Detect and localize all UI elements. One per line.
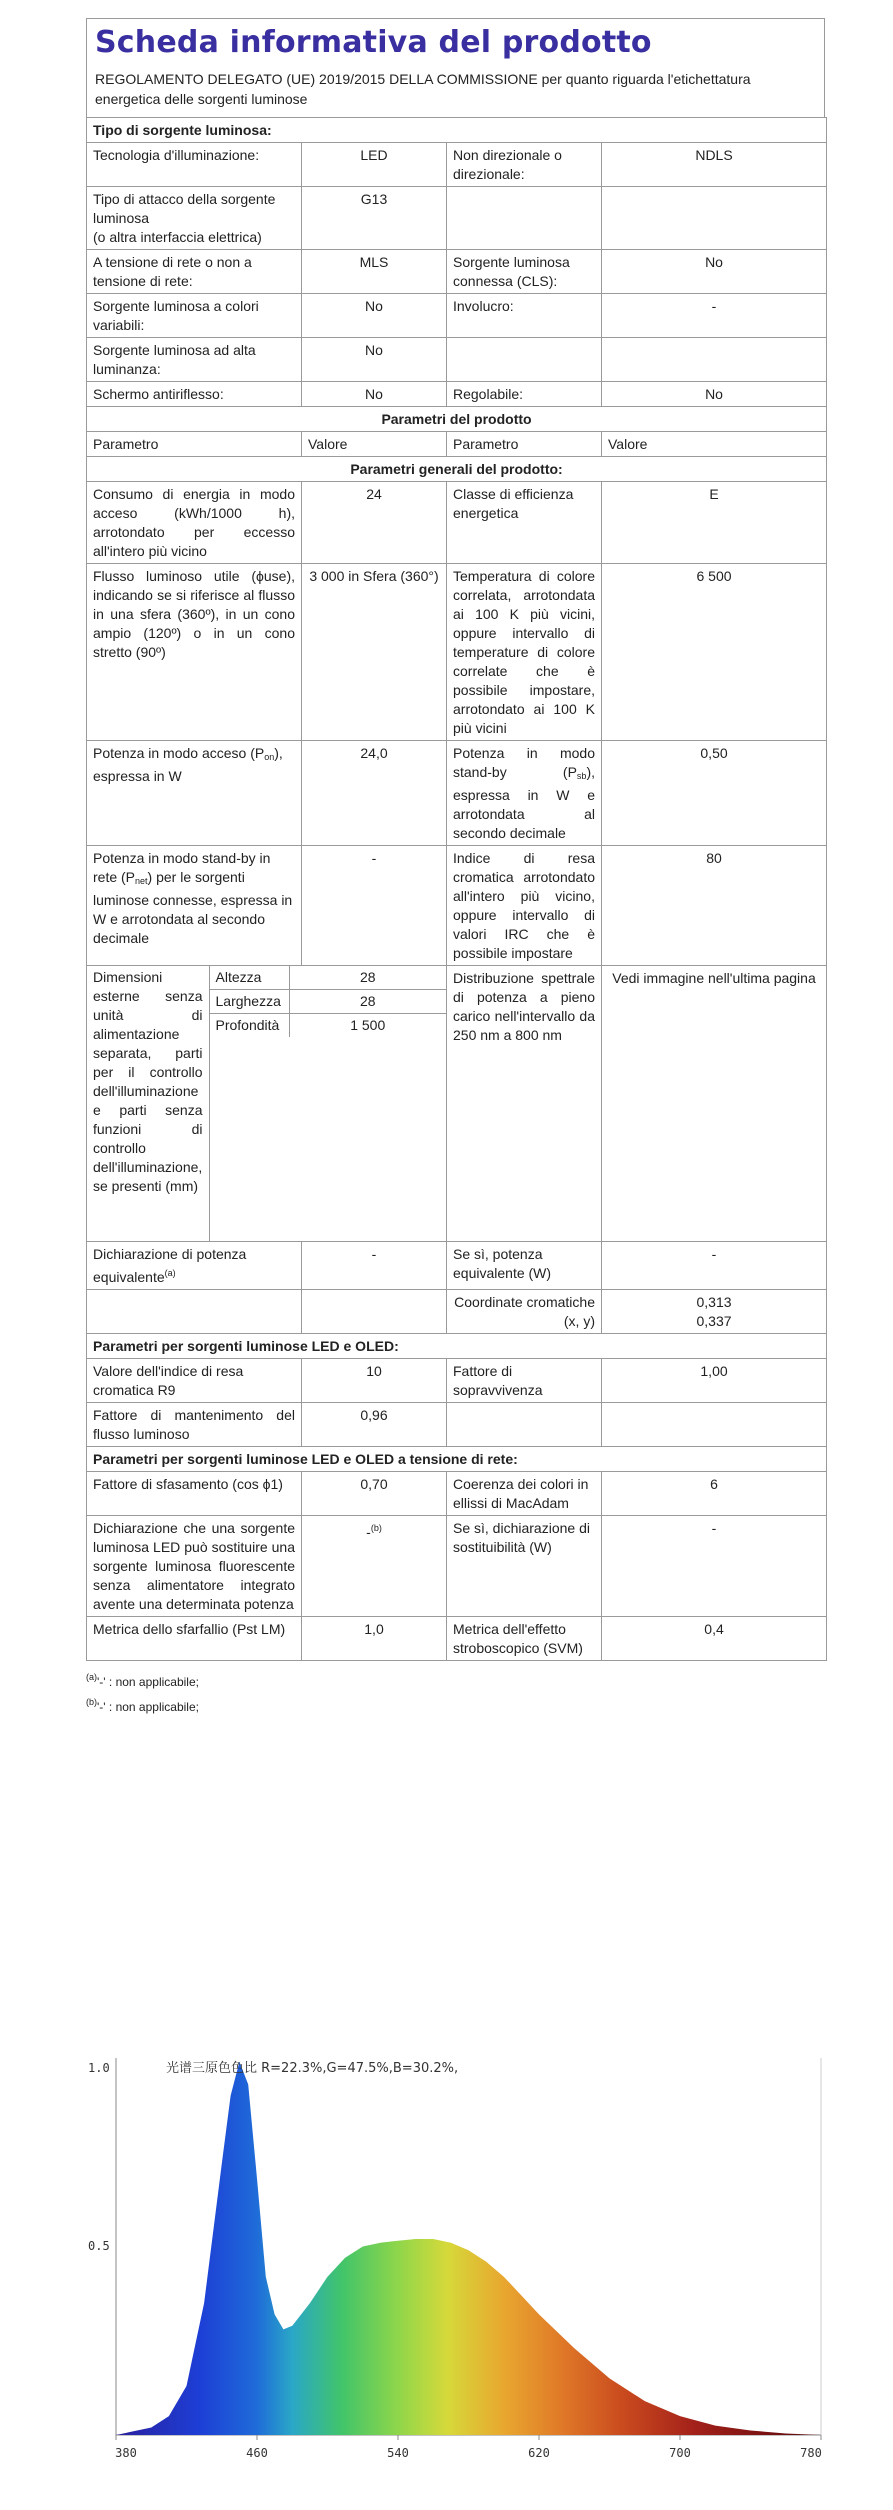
- label-text: Potenza in modo stand-by in rete (P: [93, 850, 271, 885]
- cell-value: No: [602, 382, 827, 407]
- cell-label: Temperatura di colore correlata, arrotondata ai 100 K più vicini, oppure intervallo di temperature di colore correlate che è possibile impostare, arrotondato ai 100 K più vicini: [447, 564, 602, 741]
- dimension-value: 28: [289, 966, 446, 990]
- cell-value: [302, 1516, 447, 1617]
- dimension-name: Larghezza: [209, 990, 289, 1014]
- footnote-text: '-' : non applicabile;: [97, 1700, 199, 1714]
- cell-label: Sorgente luminosa connessa (CLS):: [447, 250, 602, 294]
- table-row: [87, 846, 827, 966]
- cell-label: [87, 846, 302, 966]
- dimensions-table: [87, 966, 446, 1241]
- cell-value: 80: [602, 846, 827, 966]
- cell-label: Distribuzione spettrale di potenza a pieno carico nell'intervallo da 250 nm a 800 nm: [447, 966, 602, 1242]
- y-tick-label: 1.0: [88, 2061, 110, 2075]
- footnote-mark: (b): [370, 1523, 382, 1533]
- cell-label: Metrica dell'effetto stroboscopico (SVM): [447, 1617, 602, 1661]
- cell-label: Schermo antiriflesso:: [87, 382, 302, 407]
- table-row: [87, 1290, 827, 1334]
- cell-value: No: [302, 338, 447, 382]
- x-ticks: [115, 2435, 822, 2460]
- page-title: Scheda informativa del prodotto: [95, 25, 652, 60]
- x-tick-label: 700: [669, 2446, 691, 2460]
- cell-label: [447, 741, 602, 846]
- cell-empty: [447, 1403, 602, 1447]
- section-heading-mains: Parametri per sorgenti luminose LED e OLED a tensione di rete:: [87, 1447, 827, 1472]
- label-text: ), espressa in W: [93, 745, 283, 784]
- column-header: Parametro: [87, 432, 302, 457]
- product-table: [86, 117, 827, 1661]
- column-header: Valore: [602, 432, 827, 457]
- table-row: [87, 1403, 827, 1447]
- cell-value: NDLS: [602, 143, 827, 187]
- x-tick-label: 380: [115, 2446, 137, 2460]
- dimensions-label: Dimensioni esterne senza unità di alimentazione separata, parti per il controllo dell'illuminazione e parti senza funzioni di controllo dell'illuminazione, se presenti (mm): [87, 966, 209, 1241]
- x-tick-label: 780: [800, 2446, 822, 2460]
- cell-label: [87, 741, 302, 846]
- cell-label: Classe di efficienza energetica: [447, 482, 602, 564]
- cell-value: -: [602, 1516, 827, 1617]
- cell-value: [602, 1290, 827, 1334]
- cell-value: 0,96: [302, 1403, 447, 1447]
- cell-value: 1,00: [602, 1359, 827, 1403]
- cell-label: Flusso luminoso utile (ϕuse), indicando se si riferisce al flusso in una sfera (360º), in un cono ampio (120º) o in un cono stretto (90º): [87, 564, 302, 741]
- label-text: Dichiarazione di potenza equivalente: [93, 1246, 247, 1285]
- column-header: Valore: [302, 432, 447, 457]
- section-heading-general: Parametri generali del prodotto:: [87, 457, 827, 482]
- dimension-name: Profondità: [209, 1014, 289, 1038]
- sheet-header: [86, 18, 825, 117]
- spectrum-chart: [86, 2030, 826, 2490]
- cell-label: Regolabile:: [447, 382, 602, 407]
- cell-value: -: [602, 1242, 827, 1290]
- label-text: Potenza in modo acceso (P: [93, 745, 265, 761]
- footnote-mark: (b): [86, 1697, 97, 1707]
- cell-value: No: [302, 382, 447, 407]
- table-row: [87, 250, 827, 294]
- cell-label: Sorgente luminosa a colori variabili:: [87, 294, 302, 338]
- cell-value: No: [602, 250, 827, 294]
- table-row: [87, 966, 827, 1242]
- cell-value: MLS: [302, 250, 447, 294]
- table-row: [87, 1242, 827, 1290]
- subscript: net: [135, 876, 148, 886]
- cell-value: -: [302, 1242, 447, 1290]
- cell-label: Metrica dello sfarfallio (Pst LM): [87, 1617, 302, 1661]
- table-row: [87, 1472, 827, 1516]
- cell-label: Valore dell'indice di resa cromatica R9: [87, 1359, 302, 1403]
- table-row: [87, 143, 827, 187]
- label-text: ) per le sorgenti luminose connesse, espressa in W e arrotondata al secondo decimale: [93, 869, 293, 946]
- subscript: on: [264, 752, 275, 762]
- cell-label: Dichiarazione che una sorgente luminosa LED può sostituire una sorgente luminosa fluorescente senza alimentatore integrato avente una determinata potenza: [87, 1516, 302, 1617]
- cell-label: Coordinate cromatiche (x, y): [447, 1290, 602, 1334]
- table-row: [87, 482, 827, 564]
- cell-label: Fattore di sopravvivenza: [447, 1359, 602, 1403]
- cell-label: Fattore di mantenimento del flusso luminoso: [87, 1403, 302, 1447]
- cell-value: 10: [302, 1359, 447, 1403]
- cell-label: A tensione di rete o non a tensione di rete:: [87, 250, 302, 294]
- table-row: [87, 1516, 827, 1617]
- cell-value: LED: [302, 143, 447, 187]
- cell-empty: [87, 1290, 302, 1334]
- cell-value: 1,0: [302, 1617, 447, 1661]
- cell-label: [87, 187, 302, 250]
- cap-type-label: Tipo di attacco della sorgente luminosa: [93, 191, 276, 226]
- cell-empty: [447, 338, 602, 382]
- footnote: [86, 1667, 825, 1692]
- spectrum-svg: [86, 2030, 826, 2490]
- cell-value: 0,4: [602, 1617, 827, 1661]
- cell-empty: [302, 1290, 447, 1334]
- label-text: ), espressa in W e arrotondata al secondo decimale: [453, 764, 595, 841]
- cell-empty: [602, 1403, 827, 1447]
- x-tick-label: 460: [246, 2446, 268, 2460]
- table-row: [87, 741, 827, 846]
- cell-value: 24: [302, 482, 447, 564]
- cell-empty: [602, 338, 827, 382]
- cell-value: 6 500: [602, 564, 827, 741]
- footnote: [86, 1692, 825, 1717]
- table-row: [87, 564, 827, 741]
- table-row: [87, 1359, 827, 1403]
- cell-label: Indice di resa cromatica arrotondato all'intero più vicino, oppure intervallo di valori IRC che è possibile impostare: [447, 846, 602, 966]
- table-row: [87, 187, 827, 250]
- chroma-y: 0,337: [696, 1313, 732, 1329]
- cell-label: Coerenza dei colori in ellissi di MacAdam: [447, 1472, 602, 1516]
- cell-value: 0,70: [302, 1472, 447, 1516]
- cap-type-note: (o altra interfaccia elettrica): [93, 229, 262, 245]
- section-heading-led: Parametri per sorgenti luminose LED e OLED:: [87, 1334, 827, 1359]
- cell-label: [87, 1242, 302, 1290]
- subscript: sb: [576, 771, 587, 781]
- cell-label: Se sì, potenza equivalente (W): [447, 1242, 602, 1290]
- cell-label: Involucro:: [447, 294, 602, 338]
- table-row: [87, 338, 827, 382]
- cell-value: 3 000 in Sfera (360°): [302, 564, 447, 741]
- cell-value: G13: [302, 187, 447, 250]
- y-tick-label: 0.5: [88, 2239, 110, 2253]
- dimensions-spacer: [209, 1037, 446, 1241]
- dimension-value: 1 500: [289, 1014, 446, 1038]
- product-sheet: [86, 18, 825, 1717]
- footnote-text: '-' : non applicabile;: [97, 1675, 199, 1689]
- footnote-mark: (a): [164, 1268, 176, 1278]
- x-tick-label: 540: [387, 2446, 409, 2460]
- footnotes: [86, 1667, 825, 1717]
- table-row: [87, 382, 827, 407]
- table-header-row: [87, 432, 827, 457]
- cell-empty: [447, 187, 602, 250]
- cell-label: Se sì, dichiarazione di sostituibilità (W): [447, 1516, 602, 1617]
- cell-value: No: [302, 294, 447, 338]
- cell-empty: [602, 187, 827, 250]
- cell-label: Fattore di sfasamento (cos ϕ1): [87, 1472, 302, 1516]
- cell-label: Consumo di energia in modo acceso (kWh/1000 h), arrotondato per eccesso all'intero più vicino: [87, 482, 302, 564]
- column-header: Parametro: [447, 432, 602, 457]
- footnote-mark: (a): [86, 1672, 97, 1682]
- table-row: [87, 1617, 827, 1661]
- regulation-text: REGOLAMENTO DELEGATO (UE) 2019/2015 DELLA COMMISSIONE per quanto riguarda l'etichettatura energetica delle sorgenti luminose: [95, 71, 751, 107]
- cell-value: -: [602, 294, 827, 338]
- table-row: [87, 294, 827, 338]
- cell-value: E: [602, 482, 827, 564]
- dimension-value: 28: [289, 990, 446, 1014]
- cell-label: Non direzionale o direzionale:: [447, 143, 602, 187]
- cell-value: 6: [602, 1472, 827, 1516]
- x-tick-label: 620: [528, 2446, 550, 2460]
- cell-value: 24,0: [302, 741, 447, 846]
- label-text: Potenza in modo stand-by (P: [453, 745, 595, 780]
- dimension-name: Altezza: [209, 966, 289, 990]
- section-heading-source-type: Tipo di sorgente luminosa:: [87, 118, 827, 143]
- chroma-x: 0,313: [696, 1294, 732, 1310]
- cell-value: 0,50: [602, 741, 827, 846]
- cell-label: Tecnologia d'illuminazione:: [87, 143, 302, 187]
- cell-value: Vedi immagine nell'ultima pagina: [602, 966, 827, 1242]
- section-heading-product-params: Parametri del prodotto: [87, 407, 827, 432]
- cell-label: Sorgente luminosa ad alta luminanza:: [87, 338, 302, 382]
- spectrum-area: [116, 2062, 821, 2435]
- dimensions-cell: [87, 966, 447, 1242]
- cell-value: -: [302, 846, 447, 966]
- chart-title: 光谱三原色色比 R=22.3%,G=47.5%,B=30.2%,: [166, 2061, 459, 2076]
- value-text: -: [366, 1524, 371, 1540]
